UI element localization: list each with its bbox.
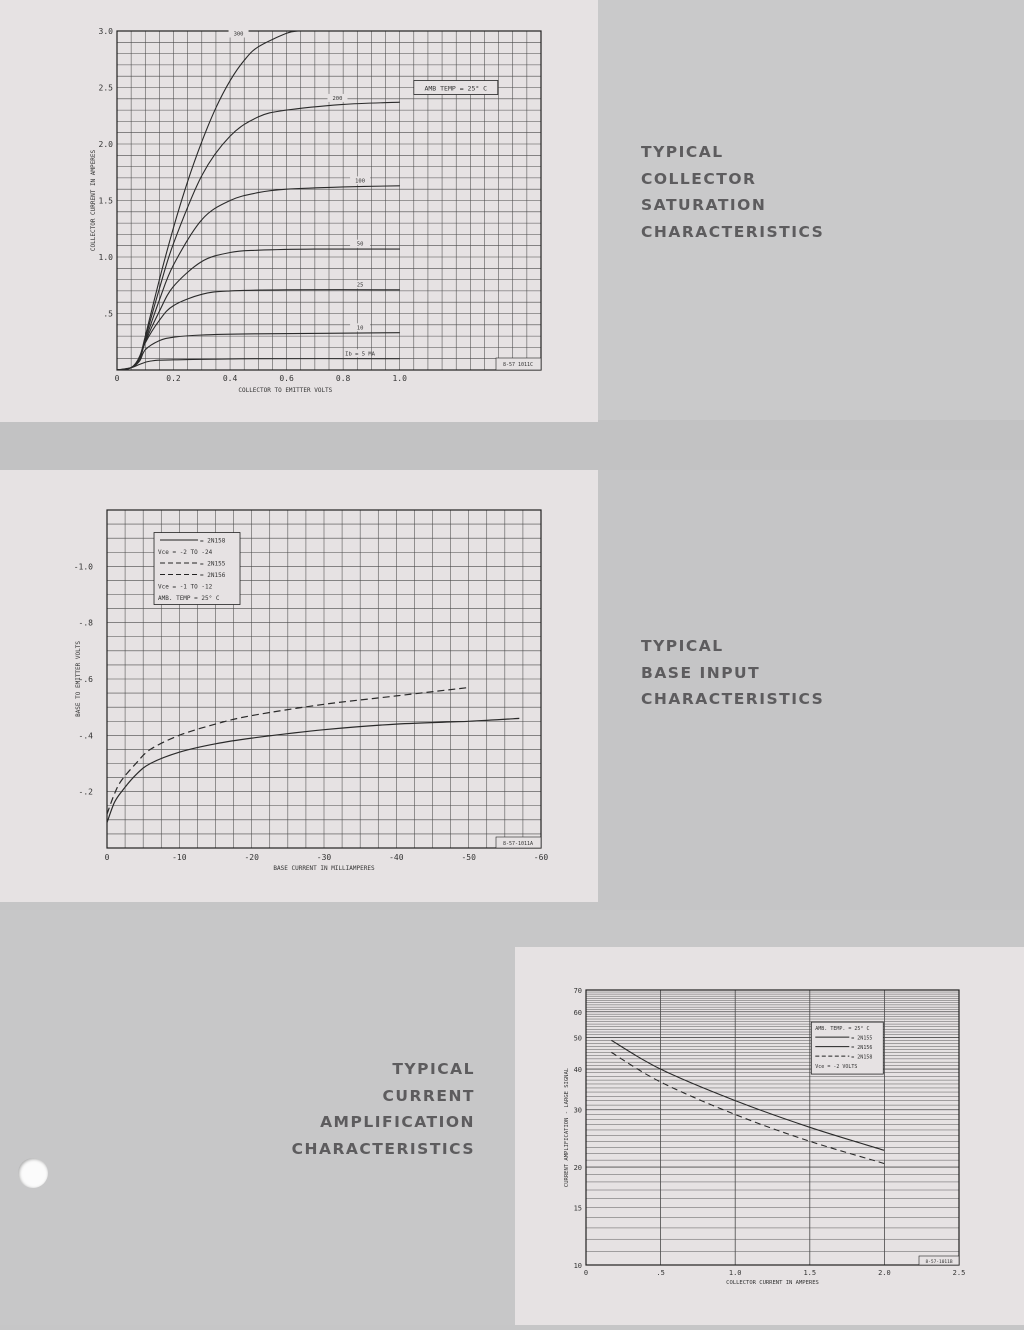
y-tick-label: 70	[573, 987, 582, 995]
legend-text: AMB. TEMP = 25° C	[158, 595, 220, 603]
y-tick-label: -.8	[78, 618, 93, 628]
title-line: TYPICAL	[641, 637, 724, 655]
y-axis-label: COLLECTOR CURRENT IN AMPERES	[90, 149, 97, 252]
saturation-chart-panel	[0, 0, 598, 422]
x-tick-label: -30	[316, 853, 332, 862]
series-label: 50	[356, 241, 364, 248]
y-tick-label: 3.0	[98, 27, 113, 36]
series-label: 25	[356, 282, 364, 289]
x-tick-label: 0	[104, 853, 110, 862]
x-tick-label: .5	[656, 1269, 665, 1277]
x-tick-label: 0.4	[222, 374, 238, 383]
y-tick-label: 50	[573, 1034, 582, 1043]
base-input-chart	[0, 470, 598, 902]
saturation-chart	[0, 0, 598, 422]
amplification-chart-panel	[515, 947, 1024, 1325]
series-label: 100	[355, 178, 366, 185]
legend-text: Vce = -2 TO -24	[158, 549, 213, 557]
series-label: Ib = 5 MA	[345, 351, 375, 358]
legend-text: = 2N156	[851, 1045, 873, 1052]
x-tick-label: 0	[114, 374, 120, 383]
figure-code: 8-57-1011A	[502, 841, 534, 847]
gray-band-middle	[0, 420, 1024, 470]
amplification-chart	[515, 947, 1024, 1325]
binder-hole-bottom	[18, 1158, 48, 1188]
title-line: TYPICAL	[641, 143, 724, 161]
legend-text: Vce = -2 VOLTS	[815, 1064, 858, 1071]
x-tick-label: 0.8	[335, 374, 351, 383]
y-tick-label: .5	[103, 309, 113, 319]
figure-code: 8-57 1011C	[502, 362, 534, 368]
series-label: 300	[233, 31, 244, 38]
x-axis-label: BASE CURRENT IN MILLIAMPERES	[273, 865, 375, 872]
x-axis-label: COLLECTOR CURRENT IN AMPERES	[726, 1280, 819, 1286]
temperature-annotation: AMB TEMP = 25° C	[424, 84, 488, 93]
x-tick-label: -60	[533, 853, 549, 862]
x-tick-label: 0.6	[279, 374, 294, 383]
y-axis-label: CURRENT AMPLIFICATION - LARGE SIGNAL	[564, 1067, 570, 1188]
x-tick-label: 1.0	[728, 1269, 742, 1277]
x-tick-label: 0	[583, 1269, 589, 1277]
y-tick-label: -.4	[78, 731, 93, 741]
x-axis-label: COLLECTOR TO EMITTER VOLTS	[238, 387, 333, 394]
title-saturation	[641, 139, 824, 245]
figure-code: 8-57-1011B	[925, 1260, 953, 1265]
title-line: CHARACTERISTICS	[291, 1139, 475, 1158]
legend-text: = 2N158	[851, 1054, 873, 1061]
title-line: CURRENT	[382, 1086, 475, 1105]
base-input-chart-panel	[0, 470, 598, 902]
title-line: AMPLIFICATION	[320, 1113, 475, 1131]
series-line-2n158	[107, 718, 519, 822]
y-tick-label: 60	[573, 1008, 582, 1017]
series-label: 10	[356, 325, 364, 332]
y-tick-label: 2.5	[98, 83, 113, 93]
y-tick-label: 1.0	[98, 253, 113, 262]
x-tick-label: -20	[244, 853, 259, 862]
y-tick-label: 40	[573, 1066, 582, 1075]
y-tick-label: 15	[573, 1204, 582, 1213]
title-line: CHARACTERISTICS	[641, 690, 825, 708]
title-line: TYPICAL	[392, 1060, 475, 1078]
x-tick-label: 1.5	[803, 1269, 817, 1277]
title-base-input	[641, 633, 824, 713]
y-axis-label: BASE TO EMITTER VOLTS	[75, 641, 82, 717]
title-line: CHARACTERISTICS	[641, 222, 825, 241]
x-tick-label: 1.0	[392, 374, 407, 383]
legend-text: = 2N155	[200, 560, 226, 568]
y-tick-label: 20	[573, 1164, 582, 1173]
legend-text: Vce = -1 TO -12	[158, 583, 213, 591]
legend-text: = 2N158	[200, 537, 226, 545]
title-amplification	[260, 1056, 475, 1162]
x-tick-label: 2.5	[952, 1269, 966, 1277]
x-tick-label: -40	[389, 853, 404, 862]
legend-box	[154, 533, 240, 605]
y-tick-label: -.2	[78, 787, 93, 797]
title-line: COLLECTOR	[641, 169, 757, 188]
series-label: 200	[332, 95, 343, 102]
x-tick-label: 0.2	[166, 374, 181, 383]
title-line: BASE INPUT	[641, 663, 761, 682]
plot-frame	[586, 990, 959, 1265]
y-tick-label: -1.0	[73, 562, 93, 572]
legend-text: = 2N156	[200, 572, 226, 580]
y-tick-label: 10	[573, 1262, 582, 1270]
legend-text: = 2N155	[851, 1035, 873, 1042]
title-line: SATURATION	[641, 196, 767, 214]
legend-text: AMB. TEMP. = 25° C	[815, 1026, 870, 1033]
y-tick-label: -.6	[78, 675, 93, 684]
x-tick-label: 2.0	[878, 1269, 891, 1277]
x-tick-label: -10	[172, 853, 187, 862]
y-tick-label: 2.0	[98, 140, 113, 149]
y-tick-label: 1.5	[98, 196, 113, 206]
x-tick-label: -50	[461, 853, 476, 862]
y-tick-label: 30	[573, 1106, 582, 1115]
